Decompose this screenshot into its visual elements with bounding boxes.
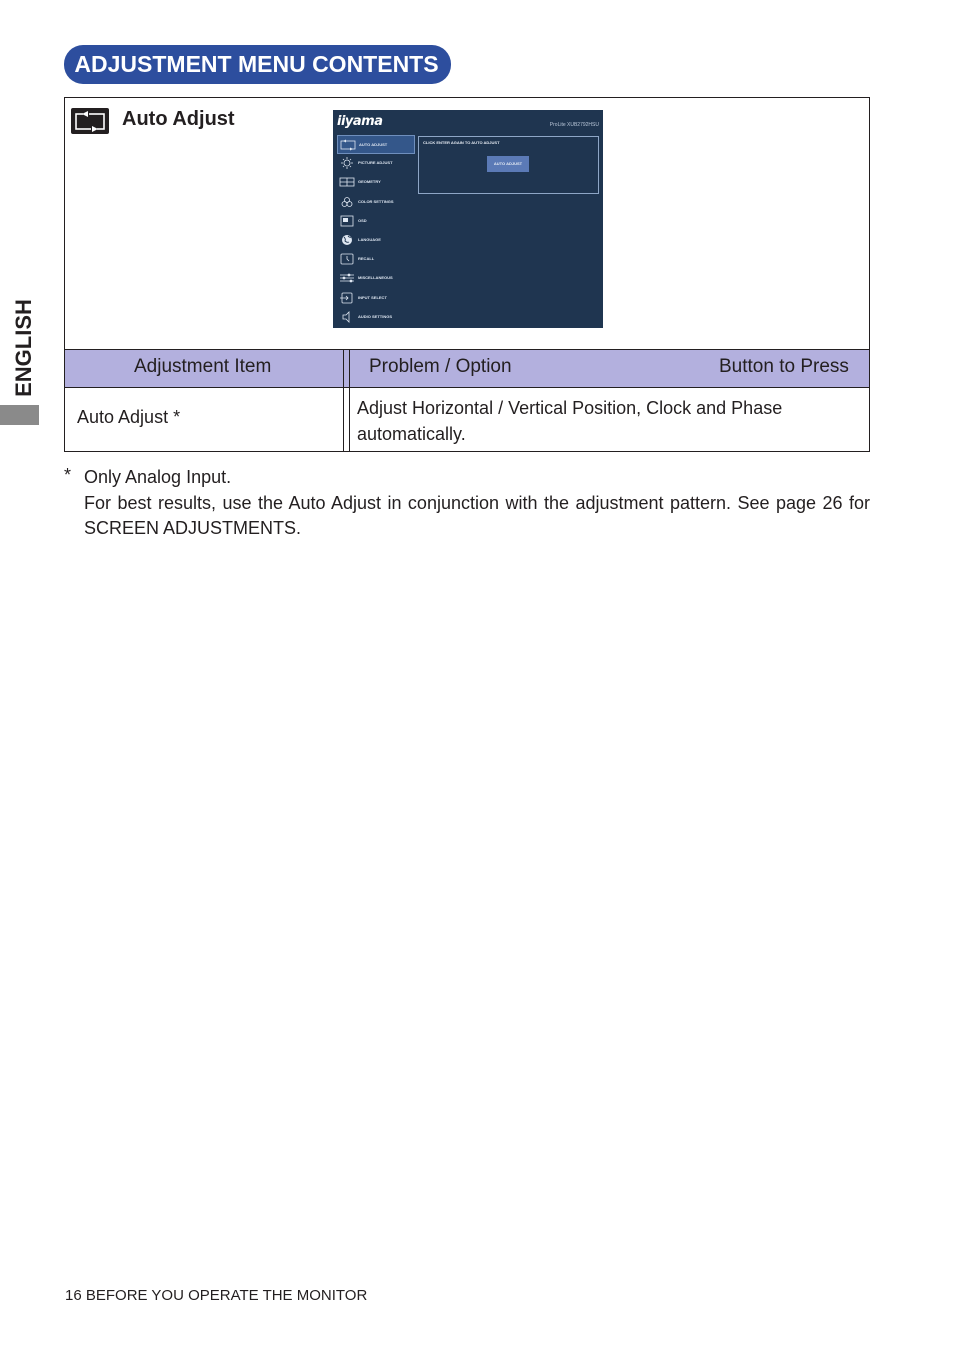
sliders-icon [339,272,355,284]
osd-menu [337,135,415,327]
osd-menu-item-geometry[interactable]: GEOMETRY [337,173,415,192]
osd-menu-item-color-settings[interactable]: COLOR SETTINGS [337,193,415,212]
speaker-icon [339,311,355,323]
column-divider [343,350,344,387]
auto-adjust-icon [71,108,109,134]
color-icon [339,196,355,208]
column-divider [349,387,350,451]
osd-menu-item-recall[interactable]: RECALL [337,250,415,269]
header-problem-option: Problem / Option [369,356,512,377]
header-adjustment-item: Adjustment Item [134,356,272,377]
osd-auto-adjust-button[interactable]: AUTO ADJUST [487,156,529,172]
osd-menu-item-auto-adjust[interactable]: AUTO ADJUST [337,135,415,154]
table-header [64,349,870,388]
feature-title: Auto Adjust [122,108,235,130]
note-marker: * [64,465,72,485]
osd-auto-adjust-panel [418,136,599,194]
globe-icon [339,234,355,246]
page-footer: 16 BEFORE YOU OPERATE THE MONITOR [65,1287,368,1304]
osd-menu-item-picture-adjust[interactable]: PICTURE ADJUST [337,154,415,173]
language-tab [0,405,39,425]
brand-logo: iiyama [337,114,383,129]
language-label: ENGLISH [11,299,36,397]
recall-icon [339,253,355,265]
brightness-icon [339,157,355,169]
column-divider [349,350,350,387]
osd-panel-hint: CLICK ENTER AGAIN TO AUTO ADJUST [423,140,500,145]
note-line-2: For best results, use the Auto Adjust in conjunction with the adjustment pattern. See page 26 for SCREEN ADJUSTMENTS. [84,492,870,538]
header-button-to-press: Button to Press [719,356,849,377]
osd-icon [339,215,355,227]
osd-menu-item-input-select[interactable]: INPUT SELECT [337,289,415,308]
osd-menu-item-osd[interactable]: OSD [337,212,415,231]
geometry-icon [339,176,355,188]
column-divider [343,387,344,451]
model-name: ProLite XUB2792HSU [549,122,599,128]
table-row [64,387,870,452]
row-description: Adjust Horizontal / Vertical Position, Clock and Phase automatically. [357,398,783,444]
osd-screenshot [333,110,603,328]
osd-menu-item-language[interactable]: LANGUAGE [337,231,415,250]
section-title: ADJUSTMENT MENU CONTENTS [64,45,451,84]
note [84,465,870,542]
osd-menu-item-audio-settings[interactable]: AUDIO SETTINGS [337,308,415,327]
auto-adjust-icon [340,139,356,151]
osd-menu-item-miscellaneous[interactable]: MISCELLANEOUS [337,269,415,288]
row-item: Auto Adjust * [77,407,181,427]
input-icon [339,292,355,304]
note-line-1: Only Analog Input. [84,467,232,487]
